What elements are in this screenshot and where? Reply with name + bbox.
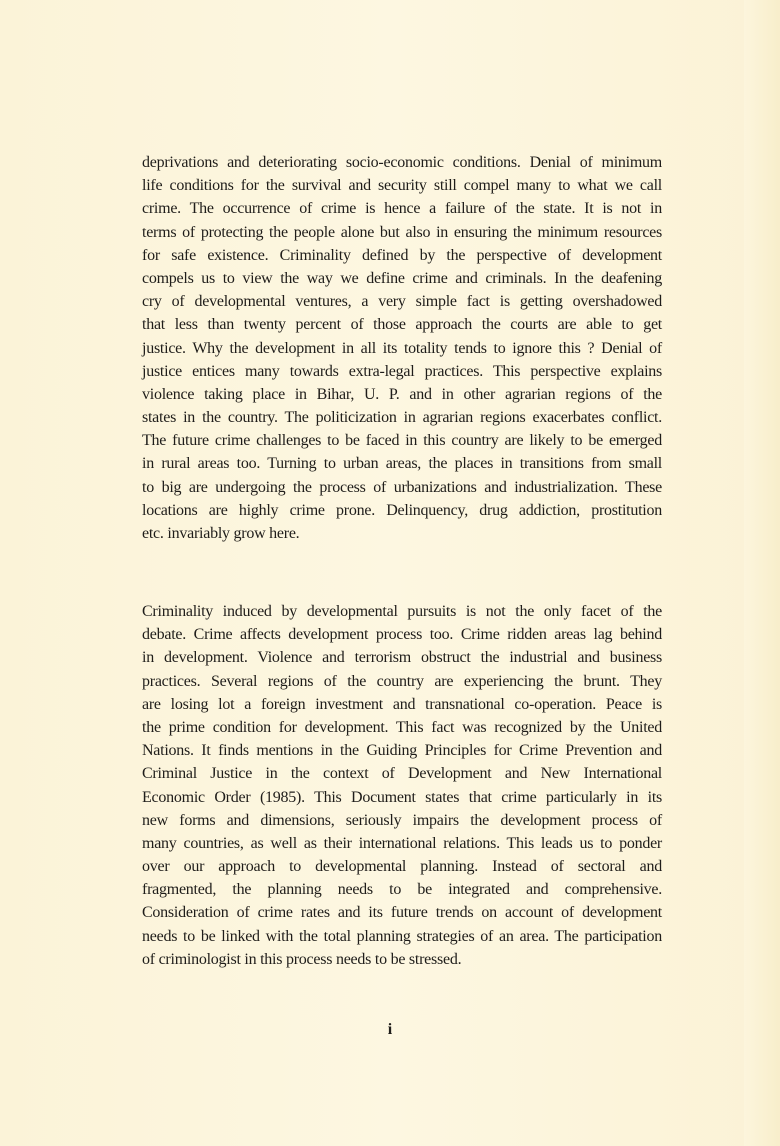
text-line: life conditions for the survival and security still compel many to what we call <box>142 177 662 195</box>
text-line: The future crime challenges to be faced in this country are likely to be emerged <box>142 432 662 450</box>
text-line: Nations. It finds mentions in the Guiding Principles for Crime Prevention and <box>142 742 662 760</box>
paragraph-2 <box>142 600 662 971</box>
text-line: are losing lot a foreign investment and transnational co-operation. Peace is <box>142 695 662 713</box>
text-line: of criminologist in this process needs to be stressed. <box>142 950 462 968</box>
text-line: Consideration of crime rates and its future trends on account of development <box>142 904 662 922</box>
text-line: for safe existence. Criminality defined by the perspective of development <box>142 246 662 264</box>
text-line: justice. Why the development in all its totality tends to ignore this ? Denial of <box>142 339 662 357</box>
text-line: to big are undergoing the process of urbanizations and industrialization. These <box>142 478 662 496</box>
text-line: new forms and dimensions, seriously impairs the development process of <box>142 811 662 829</box>
text-line: fragmented, the planning needs to be integrated and comprehensive. <box>142 881 662 899</box>
text-line: Criminal Justice in the context of Development and New International <box>142 765 662 783</box>
text-line: crime. The occurrence of crime is hence a failure of the state. It is not in <box>142 200 662 218</box>
text-line: Economic Order (1985). This Document states that crime particularly in its <box>142 788 662 806</box>
page-edge-shadow <box>744 0 780 1146</box>
text-line: over our approach to developmental planning. Instead of sectoral and <box>142 858 662 876</box>
text-line: Criminality induced by developmental pursuits is not the only facet of the <box>142 603 662 620</box>
text-line: the prime condition for development. This fact was recognized by the United <box>142 718 662 736</box>
text-line: needs to be linked with the total planning strategies of an area. The participation <box>142 927 662 945</box>
text-line: terms of protecting the people alone but also in ensuring the minimum resources <box>142 223 662 241</box>
text-line: deprivations and deteriorating socio-economic conditions. Denial of minimum <box>142 154 662 171</box>
paragraph-1 <box>142 151 662 545</box>
text-line: debate. Crime affects development process too. Crime ridden areas lag behind <box>142 626 662 644</box>
text-line: cry of developmental ventures, a very simple fact is getting overshadowed <box>142 293 662 311</box>
text-line: compels us to view the way we define crime and criminals. In the deafening <box>142 269 662 287</box>
text-line: violence taking place in Bihar, U. P. and in other agrarian regions of the <box>142 385 662 403</box>
text-line: practices. Several regions of the country are experiencing the brunt. They <box>142 672 662 690</box>
page-number: i <box>387 1021 393 1038</box>
text-line: justice entices many towards extra-legal practices. This perspective explains <box>142 362 662 380</box>
text-line: that less than twenty percent of those approach the courts are able to get <box>142 316 662 334</box>
text-line: locations are highly crime prone. Delinquency, drug addiction, prostitution <box>142 501 662 519</box>
text-line: states in the country. The politicization in agrarian regions exacerbates conflict. <box>142 409 662 427</box>
text-line: etc. invariably grow here. <box>142 525 300 542</box>
text-line: in development. Violence and terrorism obstruct the industrial and business <box>142 649 662 667</box>
text-line: in rural areas too. Turning to urban areas, the places in transitions from small <box>142 455 662 473</box>
text-line: many countries, as well as their international relations. This leads us to ponder <box>142 834 662 852</box>
